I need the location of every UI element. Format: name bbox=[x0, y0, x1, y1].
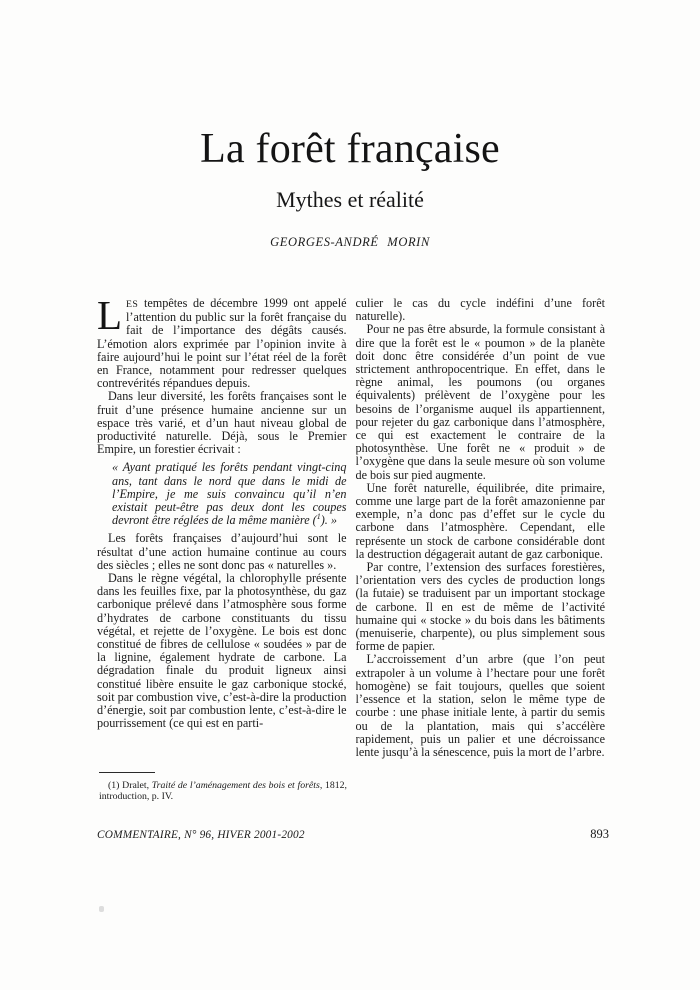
page-title: La forêt française bbox=[200, 126, 500, 172]
column-left bbox=[97, 297, 347, 770]
quote-text: « Ayant pratiqué les forêts pendant vingt-cinq ans, tant dans le nord que dans le midi de l’Empire, je me suis convaincu qu’il n’en existait peut-être pas deux dont les coupes devront être réglées de la même manière ( bbox=[112, 460, 347, 528]
article-header bbox=[0, 0, 700, 249]
paragraph-accroissement: L’accroissement d’un arbre (que l’on peut extrapoler à un volume à l’hectare pour une forêt homogène) se fait toujours, quelles que soient l’essence et la station, selon le même type de courbe : une phase initiale lente, à partir du semis ou de la plantation, mais qui s’accélère rapidement, puis un palier et une décroissance lente jusqu’à la sénescence, puis la mort de l’arbre. bbox=[355, 652, 605, 759]
author-name: GEORGES-ANDRÉ MORIN bbox=[270, 235, 430, 249]
footnote-block bbox=[99, 772, 347, 803]
paragraph-intro-text: tempêtes de décembre 1999 ont appelé l’attention du public sur la forêt française du fait de l’importance des dégâts causés. L’émotion alors exprimée par l’opinion invite à faire aujourd’hui le point sur l’état réel de la forêt en France, notamment pour redresser quelques contrevérités répandues depuis. bbox=[97, 297, 347, 391]
smallcaps-lead: ES bbox=[126, 299, 139, 310]
paragraph-stockage: Par contre, l’extension des surfaces forestières, l’orientation vers des cycles de production longs (la futaie) se traduisent par un important stockage de carbone. Il en est de même de l’activité humaine qui « stocke » du bois dans les bâtiments (menuiserie, charpente), ou plus simplement sous forme de papier. bbox=[355, 560, 605, 654]
paragraph-continuation: culier le cas du cycle indéfini d’une forêt naturelle). bbox=[355, 297, 605, 324]
footnote-ref-marker: 1 bbox=[316, 512, 321, 522]
footnote-divider bbox=[99, 772, 155, 773]
paragraph-regne-vegetal: Dans le règne végétal, la chlorophylle présente dans les feuilles fixe, par la photosynthèse, du gaz carbonique prélevé dans l’atmosphère sous forme d’hydrates de carbone constituants du tissu végétal, et rejette de l’oxygène. Le bois est donc constitué de fibres de cellulose « soudées » par de la lignine, également hydrate de carbone. La dégradation finale du produit ligneux ainsi constitué libère ensuite le gaz carbonique stocké, soit par combustion vive, c’est-à-dire la production d’énergie, soit par combustion lente, c’est-à-dire le pourrissement (ce qui est en parti- bbox=[97, 571, 347, 731]
scan-artifact bbox=[99, 906, 104, 912]
quote-closing: ). » bbox=[320, 513, 337, 528]
page-number: 893 bbox=[590, 827, 609, 841]
paragraph-naturelles: Les forêts françaises d’aujourd’hui sont le résultat d’une action humaine continue au cours des siècles ; elles ne sont donc pas « naturelles ». bbox=[97, 531, 347, 572]
footnote-work-title: Traité de l’aménagement des bois et forêts bbox=[151, 780, 320, 791]
journal-issue-label: COMMENTAIRE, N° 96, HIVER 2001-2002 bbox=[97, 829, 305, 841]
footnote-ref: (1) Dralet, bbox=[108, 780, 152, 791]
footnote-rest: , 1812, introduction, p. IV. bbox=[99, 780, 348, 803]
page-footer bbox=[97, 827, 609, 842]
dropcap-letter: L bbox=[97, 297, 123, 338]
paragraph-foret-primaire: Une forêt naturelle, équilibrée, dite primaire, comme une large part de la forêt amazonienne par exemple, n’a donc pas d’effet sur le cycle du carbone dans l’atmosphère. Cependant, elle représente un stock de carbone considérable dont la destruction dégagerait autant de gaz carbonique. bbox=[355, 480, 605, 561]
column-right bbox=[356, 297, 606, 807]
page-subtitle: Mythes et réalité bbox=[276, 187, 424, 212]
article-body bbox=[97, 297, 605, 807]
footnote-text bbox=[99, 780, 347, 803]
paragraph-diversite: Dans leur diversité, les forêts françaises sont le fruit d’une présence humaine ancienne sur un espace très varié, et d’un haut niveau global de productivité naturelle. Déjà, sous le Premier Empire, un forestier écrivait : bbox=[97, 389, 347, 457]
paragraph-intro bbox=[97, 297, 347, 390]
paragraph-poumon: Pour ne pas être absurde, la formule consistant à dire que la forêt est le « poumon » de la planète doit donc être considérée d’un point de vue strictement anthropocentrique. En effet, dans le règne animal, les poumons (ou organes équivalents) prélèvent de l’oxygène pour les besoins de l’organisme auquel ils appartiennent, pour rejeter du gaz carbonique dans l’atmosphère, ce qui est exactement le contraire de la photosynthèse. Une forêt ne « produit » de l’oxygène que dans la seule mesure où son volume de bois sur pied augmente. bbox=[355, 322, 605, 482]
blockquote-forestier bbox=[112, 461, 347, 527]
